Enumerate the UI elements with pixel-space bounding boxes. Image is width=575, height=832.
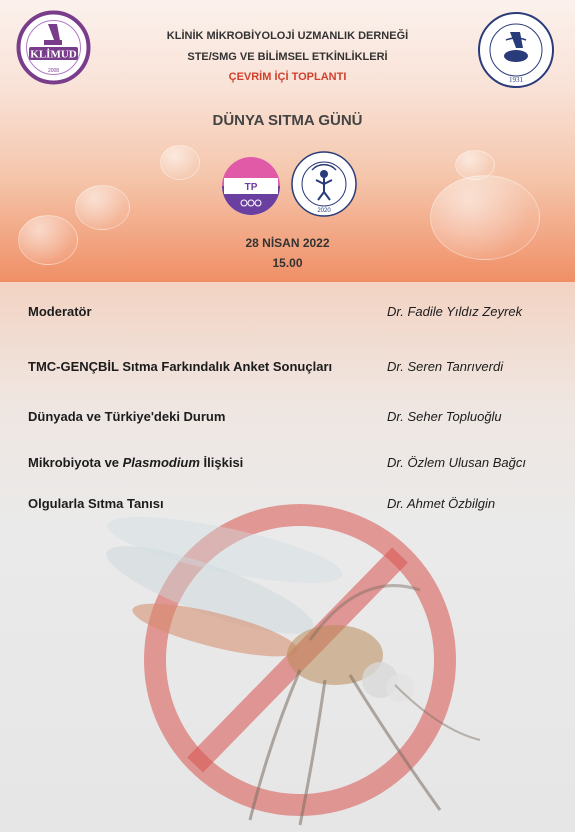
decor-bubble [18,215,78,265]
program-topic: Dünyada ve Türkiye'deki Durum [28,409,226,424]
program-speaker: Dr. Fadile Yıldız Zeyrek [387,304,523,319]
program-topic-post: İlişkisi [199,455,244,470]
genc-bilim-logo-year: 2020 [317,208,331,214]
klimud-logo [16,10,91,85]
tp-logo-text: TP [244,182,258,193]
program-speaker: Dr. Seren Tanrıverdi [387,359,504,374]
program-row [28,409,558,429]
decor-bubble [160,145,200,180]
turk-mikrobiyoloji-cemiyeti-logo [476,10,556,90]
right-logo-year: 1931 [509,76,523,84]
klimud-logo-year: 2008 [47,68,60,74]
org-line-1: KLİNİK MİKROBİYOLOJİ UZMANLIK DERNEĞİ [166,30,409,42]
program-topic [28,455,243,470]
program-row [28,455,558,475]
decor-bubble [75,185,130,230]
program-topic: Olgularla Sıtma Tanısı [28,496,164,511]
tp-logo [220,155,282,217]
program-topic-pre: Mikrobiyota ve [28,455,123,470]
program-speaker: Dr. Özlem Ulusan Bağcı [387,455,526,470]
decor-bubble [430,175,540,260]
program-speaker: Dr. Seher Topluoğlu [387,409,502,424]
org-line-2: STE/SMG VE BİLİMSEL ETKİNLİKLERİ [187,51,388,63]
klimud-logo-text: KLİMUD [30,48,77,61]
program-row [28,359,558,379]
program-topic: Moderatör [28,304,92,319]
program-topic: TMC-GENÇBİL Sıtma Farkındalık Anket Sonuçları [28,359,333,374]
event-date: 28 NİSAN 2022 [245,236,330,250]
program-topic-italic: Plasmodium [122,455,200,470]
program-row [28,496,558,516]
event-time: 15.00 [272,256,303,270]
decor-bubble [455,150,495,180]
online-meeting-label: ÇEVRİM İÇİ TOPLANTI [228,71,347,83]
no-mosquito-illustration [60,490,490,832]
program-speaker: Dr. Ahmet Özbilgin [387,496,496,511]
program-row [28,304,558,324]
event-title: DÜNYA SITMA GÜNÜ [212,112,363,129]
genc-bilim-logo [290,150,358,218]
